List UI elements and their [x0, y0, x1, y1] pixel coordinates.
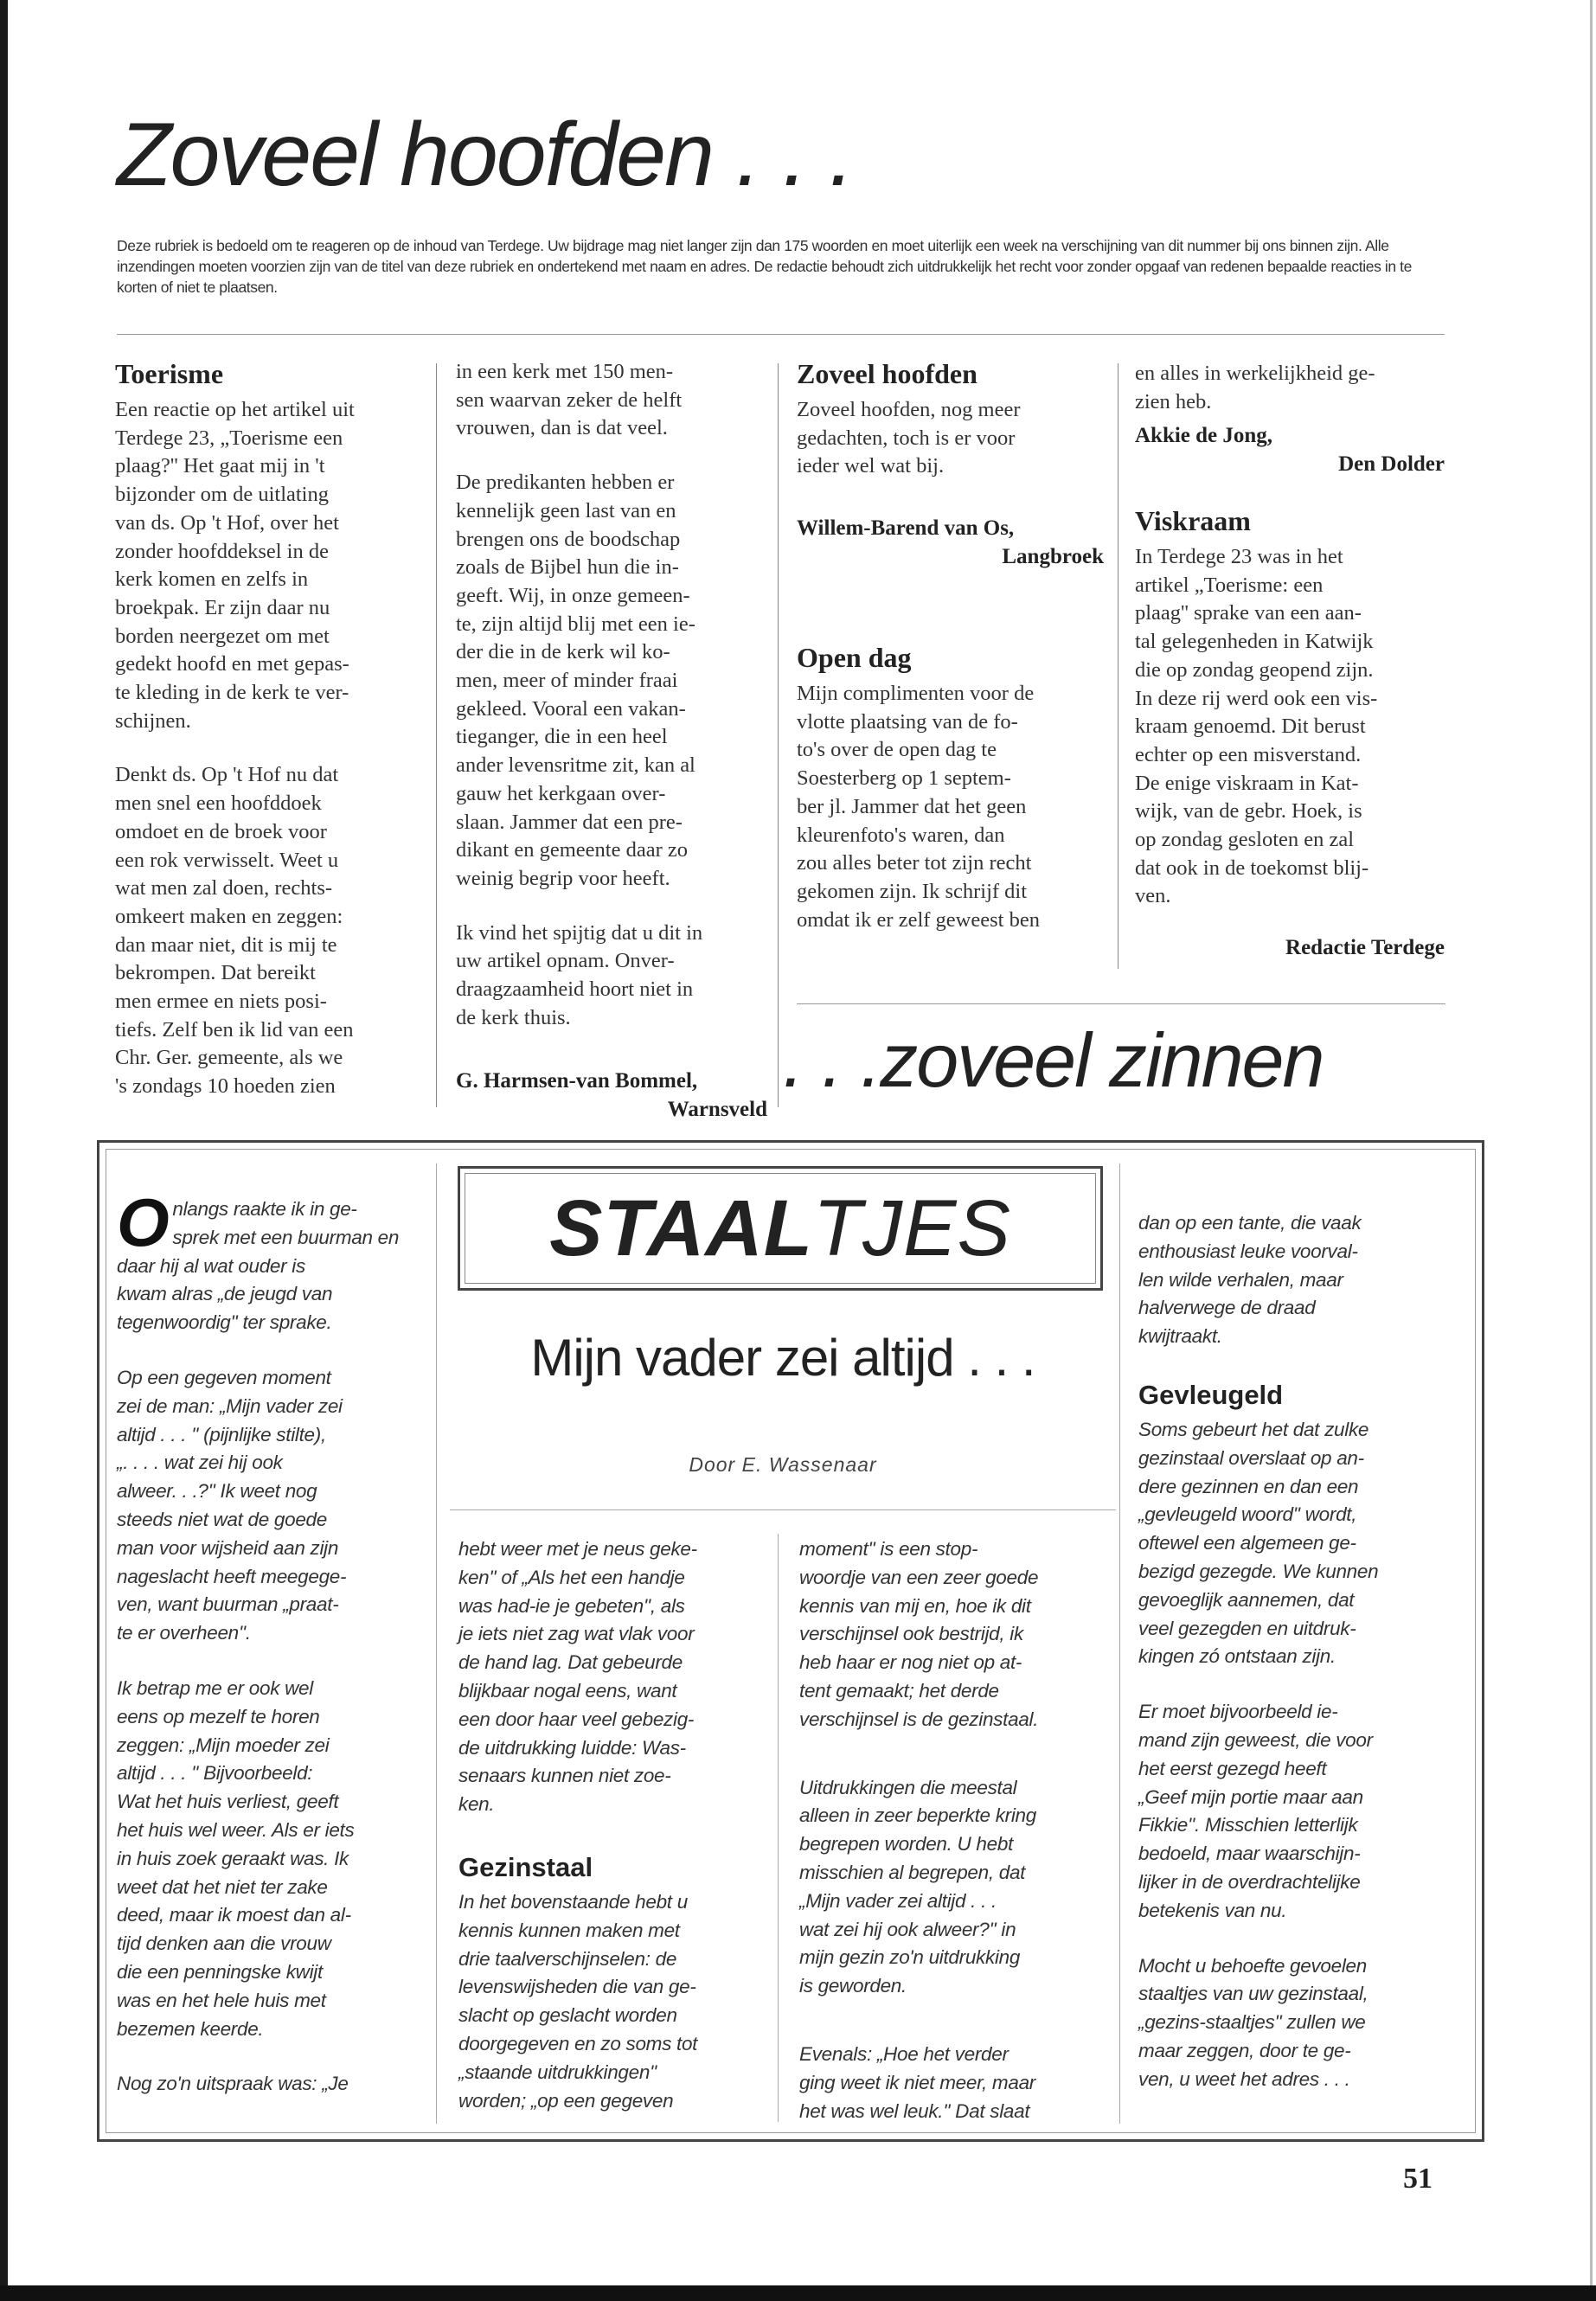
- section-heading: Gevleugeld: [1138, 1379, 1284, 1410]
- staaltjes-column-4: [1138, 1209, 1458, 2121]
- paragraph: Zoveel hoofden, nog meer gedachten, toch is er voor ieder wel wat bij.: [797, 398, 1021, 478]
- signature-name: G. Harmsen-van Bommel,: [456, 1069, 698, 1093]
- letter-heading: Open dag: [797, 642, 912, 673]
- staaltjes-column-2: [458, 1535, 770, 2142]
- signature-name: Akkie de Jong,: [1135, 424, 1273, 448]
- staaltjes-logo: [465, 1173, 1096, 1284]
- letter-zoveel-hoofden: [797, 356, 1104, 571]
- paragraph: Mocht u behoefte gevoelen staaltjes van uw gezinstaal, „gezins-staaltjes'' zullen we maar zeggen, door te ge- ven, u weet het adres . . .: [1138, 1954, 1368, 2090]
- paragraph: Nog zo'n uitspraak was: „Je: [117, 2073, 349, 2095]
- section-title: . . .zoveel zinnen: [783, 1017, 1324, 1103]
- section-heading: Gezinstaal: [458, 1851, 593, 1882]
- letter-viskraam: [1135, 503, 1445, 962]
- letter-toerisme-continued: [456, 358, 767, 1124]
- divider: [797, 1003, 1445, 1004]
- scan-edge-left: [0, 0, 8, 2301]
- signature-name: Willem-Barend van Os,: [797, 516, 1015, 541]
- letter-open-dag-continued: [1135, 360, 1445, 478]
- paragraph: Er moet bijvoorbeeld ie- mand zijn geweest, die voor het eerst gezegd heeft „Geef mijn portie maar aan Fikkie''. Misschien letterlijk bedoeld, maar waarschijn- lijker in de overdrachtelijke betekenis van nu.: [1138, 1701, 1373, 1921]
- paragraph: Soms gebeurt het dat zulke gezinstaal overslaat op an- dere gezinnen en dan een „gevleugeld woord'' wordt, oftewel een algemeen ge- bezigd gezegde. We kunnen gevoeglijk aannemen, dat veel gezegden en uitdruk- kingen zó ontstaan zijn.: [1138, 1418, 1379, 1668]
- paragraph: Evenals: „Hoe het verder ging weet ik niet meer, maar het was wel leuk.'' Dat slaat: [799, 2042, 1035, 2122]
- paragraph: moment'' is een stop- woordje van een zeer goede kennis van mij en, hoe ik dit verschijnsel ook bestrijd, ik heb haar er nog niet op at- tent gemaakt; het derde verschijnsel is de gezinstaal.: [799, 1538, 1039, 1730]
- column-divider: [778, 1534, 779, 2122]
- paragraph: Mijn complimenten voor de vlotte plaatsing van de fo- to's over de open dag te Soesterberg op 1 septem- ber jl. Jammer dat het geen kleurenfoto's waren, dan zou alles beter tot zijn recht gekomen zijn. Ik schrijf dit omdat ik er zelf geweest ben: [797, 682, 1040, 932]
- staaltjes-column-1: [117, 1184, 424, 2125]
- paragraph: dan op een tante, die vaak enthousiast leuke voorval- len wilde verhalen, maar halverwege de draad kwijtraakt.: [1138, 1212, 1362, 1348]
- column-divider: [1119, 1163, 1120, 2124]
- letter-open-dag: [797, 640, 1104, 960]
- paragraph: De predikanten hebben er kennelijk geen last van en brengen ons de boodschap zoals de Bijbel hun die in- geeft. Wij, in onze gemeen- te, zijn altijd blij met een ie- der die in de kerk wil ko- men, meer of minder fraai gekleed. Vooral een vakan- tieganger, die in een heel ander levensritme zit, kan al gauw het kerkgaan over- slaan. Jammer dat een pre- dikant en gemeente daar zo weinig begrip voor heeft.: [456, 471, 695, 890]
- signature: Redactie Terdege: [1285, 936, 1445, 960]
- paragraph: hebt weer met je neus geke- ken'' of „Als het een handje was had-ie je gebeten'', als je iets niet zag wat vlak voor de hand lag. Dat gebeurde blijkbaar nogal eens, want een door haar veel gebezig- de uitdrukking luidde: Was- senaars kunnen niet zoe- ken.: [458, 1538, 697, 1816]
- column-divider: [436, 363, 437, 1107]
- paragraph: [117, 1184, 424, 1337]
- article-title: Mijn vader zei altijd . . .: [530, 1329, 1035, 1387]
- drop-cap: O: [117, 1184, 170, 1260]
- signature-place: Den Dolder: [1338, 452, 1445, 477]
- paragraph: Uitdrukkingen die meestal alleen in zeer beperkte kring begrepen worden. U hebt misschien al begrepen, dat „Mijn vader zei altijd . . . wat zei hij ook alweer?'' in mijn gezin zo'n uitdrukking is geworden.: [799, 1776, 1036, 1997]
- column-divider: [778, 363, 779, 1107]
- paragraph: Ik vind het spijtig dat u dit in uw artikel opnam. Onver- draagzaamheid hoort niet in de kerk thuis.: [456, 920, 703, 1029]
- byline: Door E. Wassenaar: [689, 1453, 877, 1476]
- paragraph: Ik betrap me er ook wel eens op mezelf te horen zeggen: „Mijn moeder zei altijd . . . '' Bijvoorbeeld: Wat het huis verliest, geeft het huis wel weer. Als er iets in huis zoek geraakt was. Ik weet dat het niet ter zake deed, maar ik moest dan al- tijd denken aan die vrouw die een penningske kwijt was en het hele huis met bezemen keerde.: [117, 1676, 355, 2040]
- letter-toerisme: [115, 356, 426, 1127]
- logo-rest: TJES: [812, 1183, 1011, 1272]
- paragraph: In het bovenstaande hebt u kennis kunnen maken met drie taalverschijnselen: de levenswijsheden die van ge- slacht op geslacht worden doorgegeven en zo soms tot „staande uitdrukkingen'' worden; „op een gegeven: [458, 1890, 698, 2112]
- paragraph: Denkt ds. Op 't Hof nu dat men snel een hoofddoek omdoet en de broek voor een rok verwisselt. Weet u wat men zal doen, rechts- omkeert maken en zeggen: dan maar niet, dit is mij te bekrompen. Dat bereikt men ermee en niets posi- tiefs. Zelf ben ik lid van een Chr. Ger. gemeente, als we 's zondags 10 hoeden zien: [115, 763, 354, 1099]
- paragraph: Op een gegeven moment zei de man: „Mijn vader zei altijd . . . '' (pijnlijke stilte), „. . . . wat zei hij ook alweer. . .?'' Ik weet nog steeds niet wat de goede man voor wijsheid aan zijn nageslacht heeft meegege- ven, want buurman „praat- te er overheen''.: [117, 1366, 347, 1644]
- paragraph-text: nlangs raakte ik in ge- sprek met een buurman en daar hij al wat ouder is kwam alras „de jeugd van tegenwoordig'' ter sprake.: [117, 1198, 400, 1334]
- staaltjes-column-3: [799, 1535, 1111, 2152]
- divider: [450, 1509, 1116, 1510]
- divider: [117, 334, 1445, 335]
- letter-heading: Zoveel hoofden: [797, 358, 977, 389]
- page-number: 51: [1403, 2163, 1433, 2195]
- paragraph: in een kerk met 150 men- sen waarvan zeker de helft vrouwen, dan is dat veel.: [456, 360, 683, 440]
- column-divider: [436, 1163, 437, 2124]
- signature-place: Langbroek: [1002, 545, 1104, 569]
- logo-bold-part: STAAL: [549, 1183, 813, 1272]
- scan-edge-right: [1590, 0, 1593, 2285]
- intro-text: Deze rubriek is bedoeld om te reageren op de inhoud van Terdege. Uw bijdrage mag niet langer zijn dan 175 woorden en moet uiterlijk een week na verschijning van dit nummer bij ons binnen zijn. Alle inzendingen moeten voorzien zijn van de titel van deze rubriek en ondertekend met naam en adres. De redactie behoudt zich uitdrukkelijk het recht voor zonder opgaaf van redenen bepaalde reacties in te korten of niet te plaatsen.: [117, 237, 1412, 296]
- scan-edge-bottom: [0, 2285, 1596, 2301]
- paragraph: Een reactie op het artikel uit Terdege 23, „Toerisme een plaag?'' Het gaat mij in 't bijzonder om de uitlating van ds. Op 't Hof, over het zonder hoofddeksel in de kerk komen en zelfs in broekpak. Er zijn daar nu borden neergezet om met gedekt hoofd en met gepas- te kleding in de kerk te ver- schijnen.: [115, 398, 355, 733]
- signature-place: Warnsveld: [667, 1098, 767, 1122]
- paragraph: en alles in werkelijkheid ge- zien heb.: [1135, 362, 1375, 413]
- page-title: Zoveel hoofden . . .: [117, 105, 853, 205]
- letter-heading: Toerisme: [115, 358, 224, 389]
- letter-heading: Viskraam: [1135, 505, 1251, 536]
- paragraph: In Terdege 23 was in het artikel „Toerisme: een plaag'' sprake van een aan- tal gelegenheden in Katwijk die op zondag geopend zijn. In deze rij werd ook een vis- kraam genoemd. Dit berust echter op een misverstand. De enige viskraam in Kat- wijk, van de gebr. Hoek, is op zondag gesloten en zal dat ook in de toekomst blij- ven.: [1135, 545, 1378, 908]
